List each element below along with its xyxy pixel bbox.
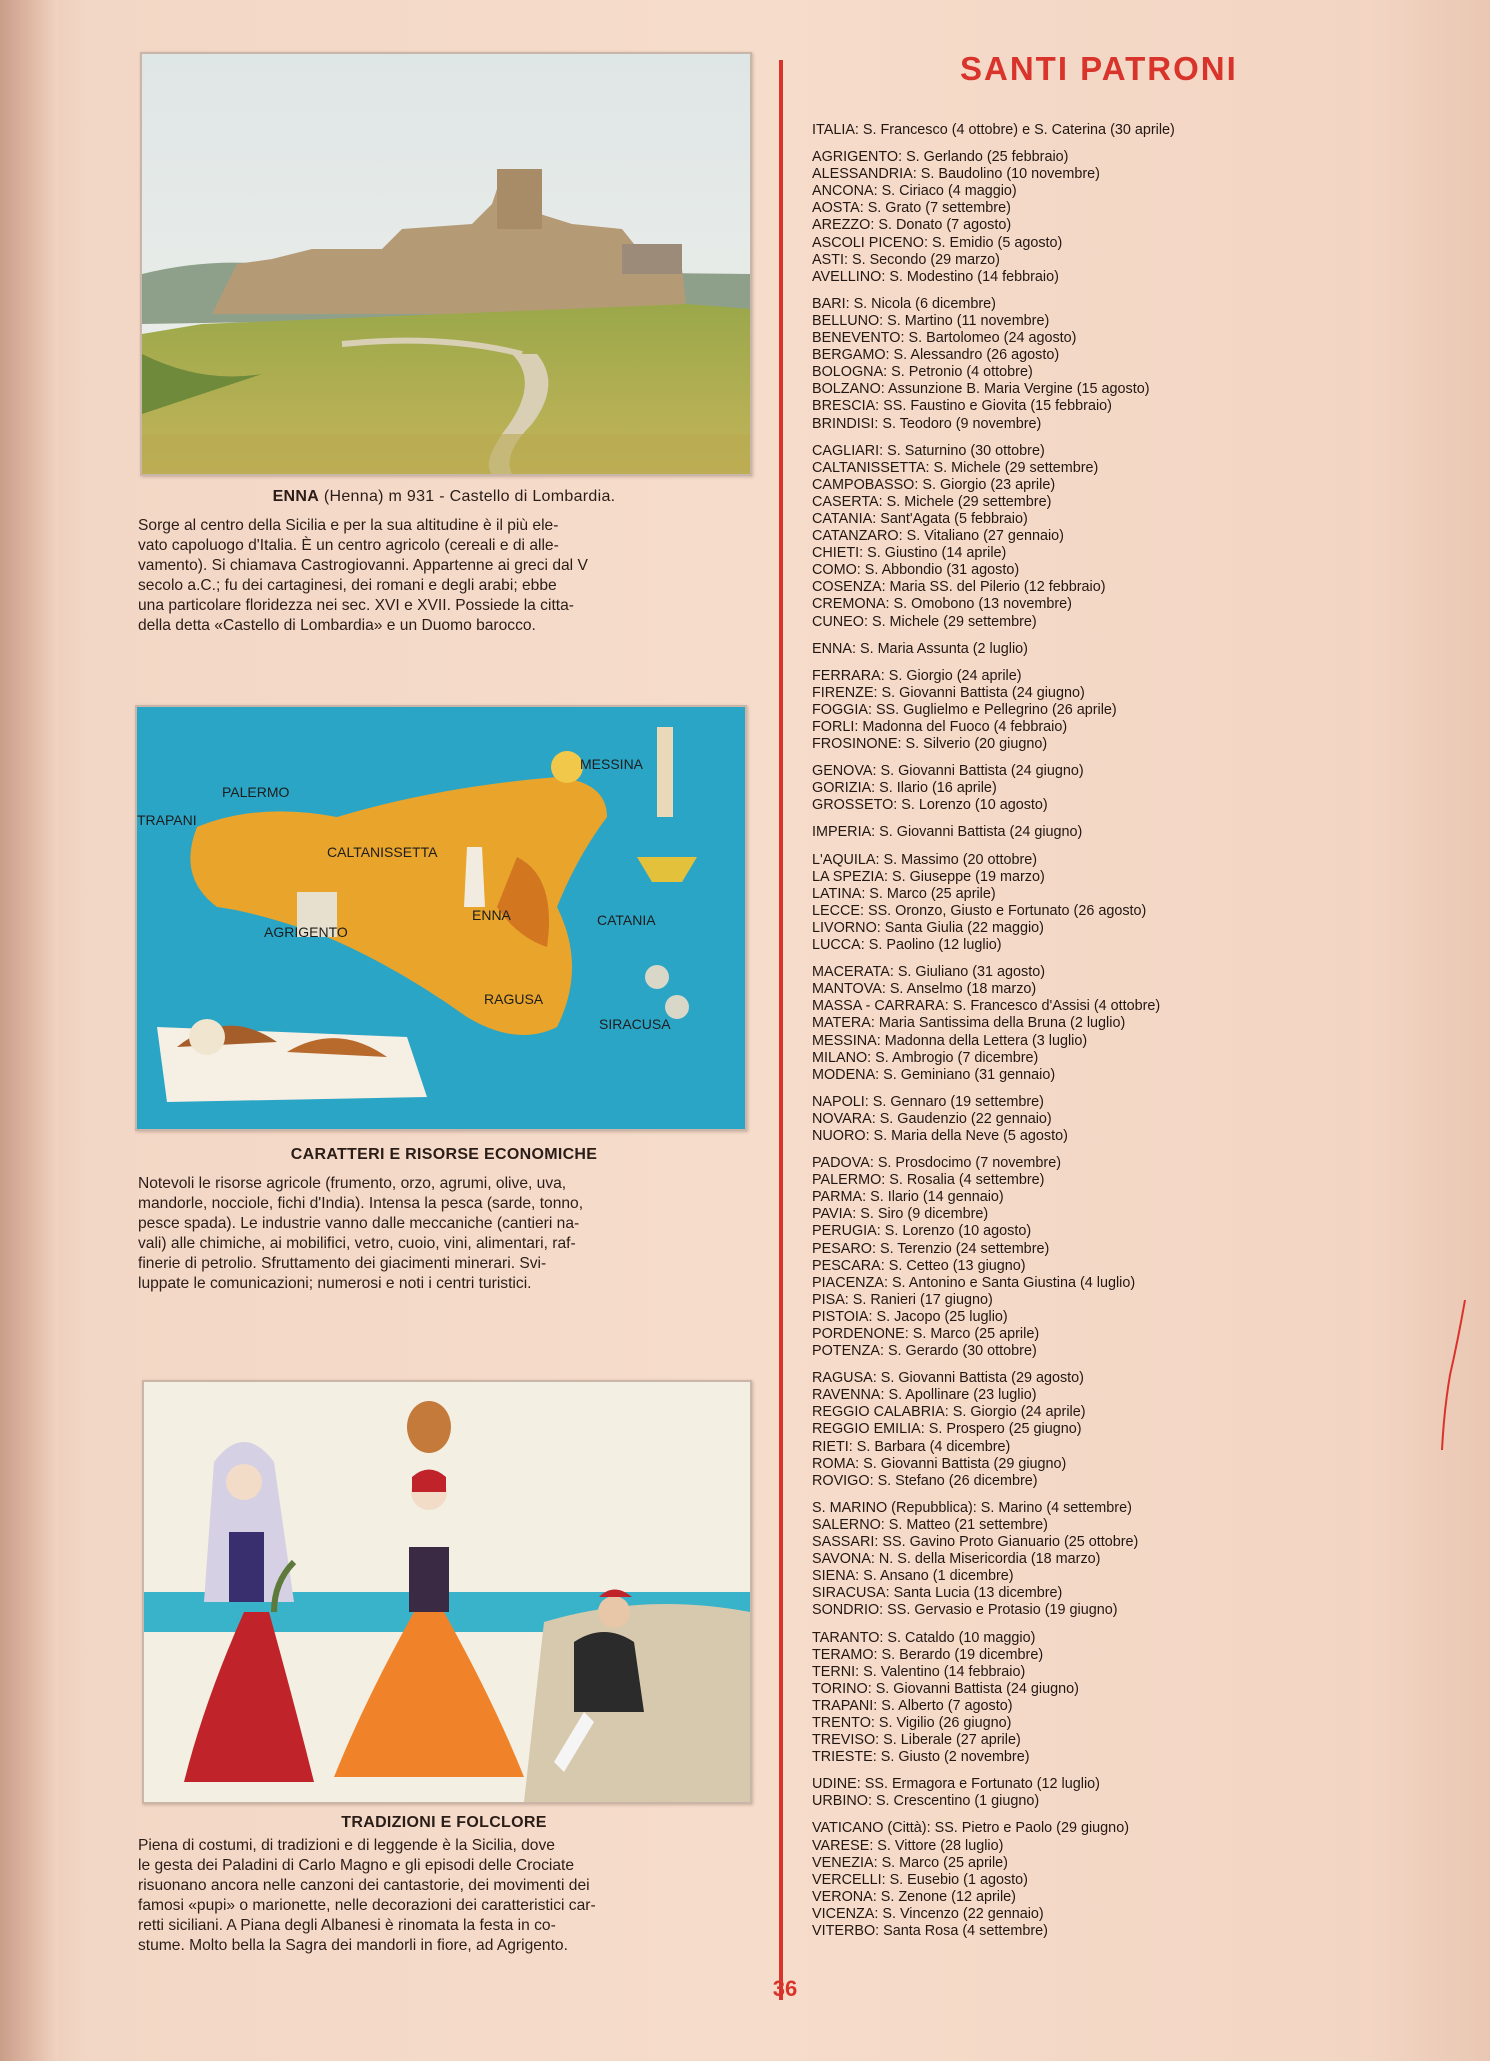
map-label-ragusa: RAGUSA [484,991,544,1007]
map-label-agrigento: AGRIGENTO [264,924,348,940]
saint-entry: TRIESTE: S. Giusto (2 novembre) [812,1749,1030,1766]
text-line: stume. Molto bella la Sagra dei mandorli in fiore, ad Agrigento. [138,1937,568,1954]
text-line: famosi «pupi» o marionette, nelle decorazioni dei caratteristici car- [138,1897,596,1914]
map-label-catania: CATANIA [597,912,656,928]
saint-entry: TRAPANI: S. Alberto (7 agosto) [812,1697,1013,1714]
text-line: Piena di costumi, di tradizioni e di leggende è la Sicilia, dove [138,1837,555,1854]
map-label-caltanissetta: CALTANISSETTA [327,844,438,860]
folklore-caption: TRADIZIONI E FOLCLORE [341,1814,547,1831]
enna-caption-place: ENNA [272,488,320,505]
saints-group [812,149,1462,286]
saint-entry: PORDENONE: S. Marco (25 aprile) [812,1326,1040,1342]
saints-group [812,296,1462,433]
saint-entry: VICENZA: S. Vincenzo (22 gennaio) [812,1905,1044,1922]
saint-entry: PISA: S. Ranieri (17 giugno) [812,1291,993,1308]
saint-entry: LECCE: SS. Oronzo, Giusto e Fortunato (26 agosto) [812,902,1147,919]
saint-entry: CREMONA: S. Omobono (13 novembre) [812,596,1072,613]
saint-entry: ROVIGO: S. Stefano (26 dicembre) [812,1472,1038,1489]
saint-entry: PAVIA: S. Siro (9 dicembre) [812,1206,989,1223]
saint-entry: AGRIGENTO: S. Gerlando (25 febbraio) [812,149,1069,166]
saint-entry: TERAMO: S. Berardo (19 dicembre) [812,1646,1044,1663]
text-line: mandorle, nocciole, fichi d'India). Intensa la pesca (sarde, tonno, [138,1195,584,1212]
saint-entry: VITERBO: Santa Rosa (4 settembre) [812,1923,1048,1939]
saint-entry: SONDRIO: SS. Gervasio e Protasio (19 giugno) [812,1602,1118,1619]
text-line: finerie di petrolio. Sfruttamento dei giacimenti minerari. Svi- [138,1255,547,1272]
saints-group [812,1094,1462,1145]
enna-castle-photo [140,52,752,476]
economy-description [138,1174,750,1294]
saint-entry: L'AQUILA: S. Massimo (20 ottobre) [812,851,1038,868]
text-line: risuonano ancora nelle canzoni dei cantastorie, dei movimenti dei [138,1877,590,1894]
saints-group [812,1776,1462,1810]
saint-entry: BOLOGNA: S. Petronio (4 ottobre) [812,364,1033,381]
saint-entry: CASERTA: S. Michele (29 settembre) [812,493,1052,510]
map-label-palermo: PALERMO [222,784,290,800]
economy-caption: CARATTERI E RISORSE ECONOMICHE [290,1146,598,1163]
saint-entry: FIRENZE: S. Giovanni Battista (24 giugno) [812,684,1085,701]
saint-entry: CATANZARO: S. Vitaliano (27 gennaio) [812,528,1064,545]
saint-entry: CALTANISSETTA: S. Michele (29 settembre) [812,459,1099,476]
saints-group [812,824,1462,841]
saint-entry: MILANO: S. Ambrogio (7 dicembre) [812,1049,1039,1066]
saint-entry: PALERMO: S. Rosalia (4 settembre) [812,1172,1045,1189]
saints-group [812,641,1462,658]
saint-entry: TORINO: S. Giovanni Battista (24 giugno) [812,1680,1079,1697]
saint-entry: TRENTO: S. Vigilio (26 giugno) [812,1714,1012,1731]
saints-group [812,964,1462,1084]
saint-entry: ASTI: S. Secondo (29 marzo) [812,251,1000,268]
red-column-divider [779,60,783,2000]
text-line: della detta «Castello di Lombardia» e un Duomo barocco. [138,617,536,634]
saint-entry: FROSINONE: S. Silverio (20 giugno) [812,736,1048,753]
saint-entry: LA SPEZIA: S. Giuseppe (19 marzo) [812,868,1045,885]
saint-entry: ENNA: S. Maria Assunta (2 luglio) [812,640,1028,657]
saint-entry: REGGIO EMILIA: S. Prospero (25 giugno) [812,1421,1082,1438]
saint-entry: FOGGIA: SS. Guglielmo e Pellegrino (26 aprile) [812,701,1117,718]
text-line: vali) alle chimiche, ai mobilifici, vetro, cuoio, vini, alimentari, raf- [138,1235,576,1252]
saint-entry: SIRACUSA: Santa Lucia (13 dicembre) [812,1585,1063,1602]
saint-entry: VATICANO (Città): SS. Pietro e Paolo (29 giugno) [812,1820,1129,1837]
saint-entry: NUORO: S. Maria della Neve (5 agosto) [812,1127,1068,1144]
saint-entry: SIENA: S. Ansano (1 dicembre) [812,1568,1014,1585]
saint-entry: NAPOLI: S. Gennaro (19 settembre) [812,1093,1044,1110]
saint-entry: CATANIA: Sant'Agata (5 febbraio) [812,510,1028,527]
text-line: secolo a.C.; fu dei cartaginesi, dei romani e degli arabi; ebbe [138,577,557,594]
map-label-siracusa: SIRACUSA [599,1016,671,1032]
text-line: vato capoluogo d'Italia. È un centro agricolo (cereali e di alle- [138,537,559,554]
saint-entry: RIETI: S. Barbara (4 dicembre) [812,1438,1011,1455]
saints-group [812,1155,1462,1360]
saint-entry: MODENA: S. Geminiano (31 gennaio) [812,1066,1056,1083]
saint-entry: SALERNO: S. Matteo (21 settembre) [812,1516,1048,1533]
saint-entry: VARESE: S. Vittore (28 luglio) [812,1837,1004,1854]
saint-entry: CAGLIARI: S. Saturnino (30 ottobre) [812,442,1045,459]
saint-entry: LATINA: S. Marco (25 aprile) [812,885,996,902]
saint-entry: GENOVA: S. Giovanni Battista (24 giugno) [812,763,1084,780]
saint-entry: MASSA - CARRARA: S. Francesco d'Assisi (4 ottobre) [812,998,1161,1015]
saint-entry: AOSTA: S. Grato (7 settembre) [812,200,1011,217]
saints-group [812,443,1462,631]
page-number: 36 [772,1976,798,2001]
saint-entry: VERCELLI: S. Eusebio (1 agosto) [812,1871,1028,1888]
text-line: luppate le comunicazioni; numerosi e noti i centri turistici. [138,1275,532,1292]
saint-entry: FERRARA: S. Giorgio (24 aprile) [812,667,1022,684]
saint-entry: SAVONA: N. S. della Misericordia (18 marzo) [812,1551,1101,1568]
pen-mark [1440,1300,1470,1450]
page-binding [0,0,58,2061]
saint-entry: CAMPOBASSO: S. Giorgio (23 aprile) [812,476,1056,493]
saint-entry: PIACENZA: S. Antonino e Santa Giustina (4 luglio) [812,1274,1136,1291]
text-line: Notevoli le risorse agricole (frumento, orzo, agrumi, olive, uva, [138,1175,567,1192]
saint-entry: FORLI: Madonna del Fuoco (4 febbraio) [812,719,1068,735]
saint-entry: COSENZA: Maria SS. del Pilerio (12 febbraio) [812,579,1106,596]
saint-entry: BRINDISI: S. Teodoro (9 novembre) [812,415,1042,432]
saint-entry: TERNI: S. Valentino (14 febbraio) [812,1663,1026,1680]
saint-entry: RAGUSA: S. Giovanni Battista (29 agosto) [812,1370,1084,1387]
saint-entry: BRESCIA: SS. Faustino e Giovita (15 febbraio) [812,398,1112,415]
text-line: una particolare floridezza nei sec. XVI e XVII. Possiede la citta- [138,597,574,614]
saint-entry: PISTOIA: S. Jacopo (25 luglio) [812,1308,1008,1325]
saint-entry: ITALIA: S. Francesco (4 ottobre) e S. Caterina (30 aprile) [812,122,1175,138]
map-label-trapani: TRAPANI [137,812,197,828]
saints-group [812,1500,1462,1620]
saints-group [812,1370,1462,1490]
saint-entry: TARANTO: S. Cataldo (10 maggio) [812,1629,1036,1646]
saint-entry: ANCONA: S. Ciriaco (4 maggio) [812,183,1017,200]
saint-entry: LUCCA: S. Paolino (12 luglio) [812,937,1002,954]
saint-entry: VERONA: S. Zenone (12 aprile) [812,1888,1016,1905]
saints-group [812,763,1462,814]
saints-group [812,668,1462,753]
saint-entry: MANTOVA: S. Anselmo (18 marzo) [812,981,1037,998]
saint-entry: BENEVENTO: S. Bartolomeo (24 agosto) [812,330,1077,347]
saint-entry: AREZZO: S. Donato (7 agosto) [812,217,1012,234]
saint-entry: CUNEO: S. Michele (29 settembre) [812,613,1037,630]
saint-entry: BOLZANO: Assunzione B. Maria Vergine (15 agosto) [812,381,1150,398]
saint-entry: TREVISO: S. Liberale (27 aprile) [812,1732,1021,1749]
saint-entry: UDINE: SS. Ermagora e Fortunato (12 luglio) [812,1776,1100,1793]
text-line: retti siciliani. A Piana degli Albanesi è rinomata la festa in co- [138,1917,556,1934]
saint-entry: VENEZIA: S. Marco (25 aprile) [812,1854,1008,1871]
saint-entry: PARMA: S. Ilario (14 gennaio) [812,1189,1004,1206]
saint-entry: MACERATA: S. Giuliano (31 agosto) [812,964,1046,981]
saint-entry: ASCOLI PICENO: S. Emidio (5 agosto) [812,234,1063,251]
saints-group [812,122,1462,139]
saint-entry: BERGAMO: S. Alessandro (26 agosto) [812,347,1060,364]
page-title: SANTI PATRONI [960,50,1238,87]
saint-entry: NOVARA: S. Gaudenzio (22 gennaio) [812,1110,1052,1127]
saint-entry: LIVORNO: Santa Giulia (22 maggio) [812,919,1044,936]
saint-entry: SASSARI: SS. Gavino Proto Gianuario (25 ottobre) [812,1534,1139,1551]
saint-entry: GROSSETO: S. Lorenzo (10 agosto) [812,797,1048,814]
saint-entry: REGGIO CALABRIA: S. Giorgio (24 aprile) [812,1404,1086,1421]
saint-entry: PERUGIA: S. Lorenzo (10 agosto) [812,1223,1032,1240]
enna-caption [138,488,750,506]
patron-saints-list [812,122,1462,1950]
saint-entry: ROMA: S. Giovanni Battista (29 giugno) [812,1455,1067,1472]
saint-entry: GORIZIA: S. Ilario (16 aprile) [812,780,997,797]
enna-caption-rest: (Henna) m 931 - Castello di Lombardia. [319,488,616,505]
saint-entry: ALESSANDRIA: S. Baudolino (10 novembre) [812,166,1100,183]
text-line: le gesta dei Paladini di Carlo Magno e gli episodi delle Crociate [138,1857,575,1874]
text-line: vamento). Si chiamava Castrogiovanni. Appartenne ai greci dal V [138,557,588,574]
saint-entry: MESSINA: Madonna della Lettera (3 luglio) [812,1032,1088,1049]
saint-entry: MATERA: Maria Santissima della Bruna (2 luglio) [812,1015,1126,1032]
saint-entry: PESARO: S. Terenzio (24 settembre) [812,1240,1050,1257]
saints-group [812,1820,1462,1940]
saint-entry: S. MARINO (Repubblica): S. Marino (4 settembre) [812,1499,1132,1516]
sicily-map-illustration [135,705,747,1131]
saints-group [812,852,1462,955]
map-label-messina: MESSINA [580,756,644,772]
saint-entry: CHIETI: S. Giustino (14 aprile) [812,545,1007,562]
text-line: pesce spada). Le industrie vanno dalle meccaniche (cantieri na- [138,1215,580,1232]
text-line: Sorge al centro della Sicilia e per la sua altitudine è il più ele- [138,517,559,534]
saint-entry: IMPERIA: S. Giovanni Battista (24 giugno) [812,824,1083,841]
saints-group [812,1630,1462,1767]
saint-entry: BELLUNO: S. Martino (11 novembre) [812,312,1050,329]
saint-entry: RAVENNA: S. Apollinare (23 luglio) [812,1387,1037,1404]
saint-entry: AVELLINO: S. Modestino (14 febbraio) [812,268,1059,285]
saint-entry: COMO: S. Abbondio (31 agosto) [812,562,1020,579]
folklore-illustration [142,1380,752,1804]
saint-entry: PESCARA: S. Cetteo (13 giugno) [812,1257,1026,1274]
enna-description [138,516,750,636]
saint-entry: PADOVA: S. Prosdocimo (7 novembre) [812,1155,1061,1172]
map-label-enna: ENNA [472,907,511,923]
saint-entry: BARI: S. Nicola (6 dicembre) [812,295,996,312]
saint-entry: URBINO: S. Crescentino (1 giugno) [812,1793,1040,1810]
folklore-description [138,1836,750,1956]
saint-entry: POTENZA: S. Gerardo (30 ottobre) [812,1343,1037,1360]
